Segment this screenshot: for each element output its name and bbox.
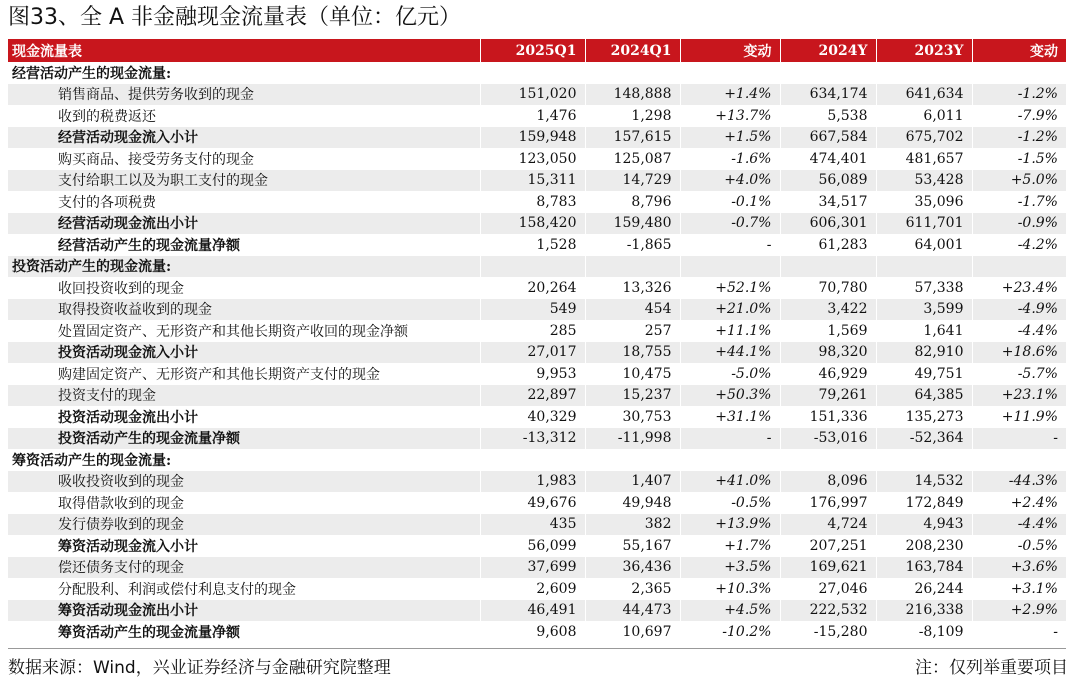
change-annual: +18.6% xyxy=(972,342,1066,364)
change-annual: -5.7% xyxy=(972,363,1066,385)
row-label: 发行债券收到的现金 xyxy=(8,514,480,536)
value-2023y: 135,273 xyxy=(876,406,972,428)
row-label: 经营活动现金流出小计 xyxy=(8,213,480,235)
value-2024q1 xyxy=(585,62,680,84)
value-2025q1: 22,897 xyxy=(480,385,585,407)
value-2024y: 5,538 xyxy=(780,105,876,127)
table-row xyxy=(8,471,1066,493)
source-note: 数据来源：Wind，兴业证券经济与金融研究院整理 xyxy=(8,658,391,678)
row-label: 处置固定资产、无形资产和其他长期资产收回的现金净额 xyxy=(8,320,480,342)
change-quarterly: +50.3% xyxy=(680,385,780,407)
value-2024y: 3,422 xyxy=(780,299,876,321)
value-2025q1: 1,528 xyxy=(480,234,585,256)
value-2025q1: 2,609 xyxy=(480,578,585,600)
change-quarterly: +1.4% xyxy=(680,84,780,106)
value-2024y: 1,569 xyxy=(780,320,876,342)
change-annual: -4.9% xyxy=(972,299,1066,321)
change-quarterly: +11.1% xyxy=(680,320,780,342)
change-annual: -4.4% xyxy=(972,320,1066,342)
value-2025q1: 37,699 xyxy=(480,557,585,579)
value-2023y: 64,385 xyxy=(876,385,972,407)
value-2023y: 641,634 xyxy=(876,84,972,106)
change-quarterly: +1.5% xyxy=(680,127,780,149)
change-quarterly: -0.7% xyxy=(680,213,780,235)
value-2023y: 611,701 xyxy=(876,213,972,235)
change-quarterly: +13.7% xyxy=(680,105,780,127)
value-2024q1: 18,755 xyxy=(585,342,680,364)
value-2024y: 61,283 xyxy=(780,234,876,256)
header-change-annual: 变动 xyxy=(1030,43,1058,60)
header-item: 现金流量表 xyxy=(8,39,480,62)
table-row xyxy=(8,191,1066,213)
value-2024q1: 257 xyxy=(585,320,680,342)
row-label: 吸收投资收到的现金 xyxy=(8,471,480,493)
change-annual: -1.2% xyxy=(972,127,1066,149)
value-2024y: 8,096 xyxy=(780,471,876,493)
change-annual: -4.2% xyxy=(972,234,1066,256)
table-row xyxy=(8,170,1066,192)
change-annual: +2.4% xyxy=(972,492,1066,514)
row-label: 筹资活动产生的现金流量净额 xyxy=(8,621,480,643)
change-annual: -1.2% xyxy=(972,84,1066,106)
subtotal-row xyxy=(8,213,1066,235)
value-2024q1 xyxy=(585,256,680,278)
value-2025q1: 9,608 xyxy=(480,621,585,643)
value-2023y: 216,338 xyxy=(876,600,972,622)
value-2023y xyxy=(876,449,972,471)
value-2025q1: 435 xyxy=(480,514,585,536)
header-change-quarterly: 变动 xyxy=(680,39,780,62)
table-row xyxy=(8,514,1066,536)
change-annual xyxy=(972,62,1066,84)
value-2023y: 172,849 xyxy=(876,492,972,514)
row-label: 偿还债务支付的现金 xyxy=(8,557,480,579)
change-annual: +11.9% xyxy=(972,406,1066,428)
value-2024q1: 2,365 xyxy=(585,578,680,600)
change-quarterly xyxy=(680,449,780,471)
value-2025q1: 151,020 xyxy=(480,84,585,106)
table-row xyxy=(8,363,1066,385)
value-2023y: 3,599 xyxy=(876,299,972,321)
table-row xyxy=(8,557,1066,579)
value-2023y xyxy=(876,256,972,278)
value-2024q1: 1,407 xyxy=(585,471,680,493)
value-2024y: -15,280 xyxy=(780,621,876,643)
row-label: 取得借款收到的现金 xyxy=(8,492,480,514)
value-2025q1: 20,264 xyxy=(480,277,585,299)
row-label: 筹资活动现金流入小计 xyxy=(8,535,480,557)
change-quarterly xyxy=(680,256,780,278)
value-2024q1: 44,473 xyxy=(585,600,680,622)
value-2025q1: 285 xyxy=(480,320,585,342)
value-2023y xyxy=(876,62,972,84)
change-annual: +3.1% xyxy=(972,578,1066,600)
value-2025q1 xyxy=(480,62,585,84)
change-annual: - xyxy=(972,428,1066,450)
change-annual: -1.7% xyxy=(972,191,1066,213)
value-2024y: 474,401 xyxy=(780,148,876,170)
value-2024y xyxy=(780,256,876,278)
table-row xyxy=(8,105,1066,127)
value-2023y: 82,910 xyxy=(876,342,972,364)
value-2024y: 606,301 xyxy=(780,213,876,235)
change-annual xyxy=(972,449,1066,471)
row-label: 购买商品、接受劳务支付的现金 xyxy=(8,148,480,170)
value-2023y: 675,702 xyxy=(876,127,972,149)
table-row xyxy=(8,299,1066,321)
section-header-row xyxy=(8,449,1066,471)
change-annual: - xyxy=(972,621,1066,643)
value-2024q1: 8,796 xyxy=(585,191,680,213)
row-label: 分配股利、利润或偿付利息支付的现金 xyxy=(8,578,480,600)
footnote: 注：仅列举重要项目 xyxy=(915,658,1068,678)
cash-flow-table xyxy=(8,39,1066,643)
row-label: 经营活动现金流入小计 xyxy=(8,127,480,149)
change-quarterly: +4.5% xyxy=(680,600,780,622)
change-annual: -7.9% xyxy=(972,105,1066,127)
value-2024y: 70,780 xyxy=(780,277,876,299)
value-2024q1: -1,865 xyxy=(585,234,680,256)
value-2025q1: 159,948 xyxy=(480,127,585,149)
change-annual: -44.3% xyxy=(972,471,1066,493)
change-quarterly: +10.3% xyxy=(680,578,780,600)
value-2024y: -53,016 xyxy=(780,428,876,450)
value-2023y: 53,428 xyxy=(876,170,972,192)
section-header-row xyxy=(8,256,1066,278)
value-2025q1: 1,476 xyxy=(480,105,585,127)
footer-divider xyxy=(8,648,1066,649)
change-quarterly: -5.0% xyxy=(680,363,780,385)
change-annual: +5.0% xyxy=(972,170,1066,192)
value-2024y: 207,251 xyxy=(780,535,876,557)
value-2023y: 57,338 xyxy=(876,277,972,299)
subtotal-row xyxy=(8,428,1066,450)
value-2023y: -8,109 xyxy=(876,621,972,643)
value-2024y: 667,584 xyxy=(780,127,876,149)
header-2025q1: 2025Q1 xyxy=(480,39,585,62)
header-2024y: 2024Y xyxy=(780,39,876,62)
change-quarterly: -10.2% xyxy=(680,621,780,643)
value-2024y: 151,336 xyxy=(780,406,876,428)
row-label: 经营活动产生的现金流量净额 xyxy=(8,234,480,256)
value-2025q1: 123,050 xyxy=(480,148,585,170)
row-label: 收到的税费返还 xyxy=(8,105,480,127)
value-2024q1: 13,326 xyxy=(585,277,680,299)
value-2024y: 34,517 xyxy=(780,191,876,213)
value-2024q1: 157,615 xyxy=(585,127,680,149)
value-2023y: 35,096 xyxy=(876,191,972,213)
change-quarterly: -1.6% xyxy=(680,148,780,170)
value-2024q1: 15,237 xyxy=(585,385,680,407)
value-2024q1: 49,948 xyxy=(585,492,680,514)
value-2024q1: 30,753 xyxy=(585,406,680,428)
value-2023y: -52,364 xyxy=(876,428,972,450)
change-quarterly: +13.9% xyxy=(680,514,780,536)
section-header-row xyxy=(8,62,1066,84)
change-quarterly: +4.0% xyxy=(680,170,780,192)
change-annual: +2.9% xyxy=(972,600,1066,622)
value-2023y: 14,532 xyxy=(876,471,972,493)
value-2023y: 64,001 xyxy=(876,234,972,256)
subtotal-row xyxy=(8,342,1066,364)
subtotal-row xyxy=(8,127,1066,149)
value-2024q1: 125,087 xyxy=(585,148,680,170)
change-quarterly: +3.5% xyxy=(680,557,780,579)
value-2025q1: 549 xyxy=(480,299,585,321)
table-body xyxy=(8,62,1066,643)
row-label: 筹资活动现金流出小计 xyxy=(8,600,480,622)
value-2024y: 169,621 xyxy=(780,557,876,579)
header-2023y: 2023Y xyxy=(876,39,972,62)
row-label: 投资活动产生的现金流量净额 xyxy=(8,428,480,450)
change-quarterly: +41.0% xyxy=(680,471,780,493)
change-annual: +23.1% xyxy=(972,385,1066,407)
header-2024q1: 2024Q1 xyxy=(585,39,680,62)
table-row xyxy=(8,492,1066,514)
value-2024y xyxy=(780,62,876,84)
subtotal-row xyxy=(8,535,1066,557)
value-2025q1: 1,983 xyxy=(480,471,585,493)
row-label: 投资活动产生的现金流量: xyxy=(8,256,480,278)
change-quarterly xyxy=(680,62,780,84)
row-label: 投资活动现金流出小计 xyxy=(8,406,480,428)
change-quarterly: -0.1% xyxy=(680,191,780,213)
change-quarterly: -0.5% xyxy=(680,492,780,514)
value-2025q1: 56,099 xyxy=(480,535,585,557)
change-annual: +23.4% xyxy=(972,277,1066,299)
value-2024q1: 36,436 xyxy=(585,557,680,579)
cash-flow-table-container xyxy=(8,39,1066,643)
value-2025q1: 40,329 xyxy=(480,406,585,428)
row-label: 取得投资收益收到的现金 xyxy=(8,299,480,321)
value-2023y: 163,784 xyxy=(876,557,972,579)
subtotal-row xyxy=(8,234,1066,256)
value-2025q1 xyxy=(480,256,585,278)
row-label: 经营活动产生的现金流量: xyxy=(8,62,480,84)
table-row xyxy=(8,84,1066,106)
value-2025q1: 27,017 xyxy=(480,342,585,364)
value-2025q1: 8,783 xyxy=(480,191,585,213)
value-2024q1: 1,298 xyxy=(585,105,680,127)
table-row xyxy=(8,385,1066,407)
value-2024y: 79,261 xyxy=(780,385,876,407)
value-2025q1: 9,953 xyxy=(480,363,585,385)
table-row xyxy=(8,320,1066,342)
value-2024y: 27,046 xyxy=(780,578,876,600)
row-label: 购建固定资产、无形资产和其他长期资产支付的现金 xyxy=(8,363,480,385)
value-2024q1: 382 xyxy=(585,514,680,536)
table-row xyxy=(8,578,1066,600)
row-label: 投资支付的现金 xyxy=(8,385,480,407)
change-annual xyxy=(972,256,1066,278)
value-2025q1: 49,676 xyxy=(480,492,585,514)
value-2025q1: 46,491 xyxy=(480,600,585,622)
row-label: 筹资活动产生的现金流量: xyxy=(8,449,480,471)
value-2024q1: 159,480 xyxy=(585,213,680,235)
change-annual: -1.5% xyxy=(972,148,1066,170)
change-quarterly: +52.1% xyxy=(680,277,780,299)
value-2024q1 xyxy=(585,449,680,471)
value-2023y: 481,657 xyxy=(876,148,972,170)
value-2024y: 176,997 xyxy=(780,492,876,514)
value-2025q1: 158,420 xyxy=(480,213,585,235)
value-2024q1: 454 xyxy=(585,299,680,321)
value-2023y: 208,230 xyxy=(876,535,972,557)
subtotal-row xyxy=(8,600,1066,622)
value-2024y: 56,089 xyxy=(780,170,876,192)
value-2023y: 49,751 xyxy=(876,363,972,385)
change-quarterly: +1.7% xyxy=(680,535,780,557)
change-annual: -4.4% xyxy=(972,514,1066,536)
value-2024y: 98,320 xyxy=(780,342,876,364)
change-annual: +3.6% xyxy=(972,557,1066,579)
value-2024y: 4,724 xyxy=(780,514,876,536)
value-2025q1: -13,312 xyxy=(480,428,585,450)
value-2023y: 26,244 xyxy=(876,578,972,600)
table-row xyxy=(8,277,1066,299)
value-2023y: 6,011 xyxy=(876,105,972,127)
figure-title: 图33、全 A 非金融现金流量表（单位：亿元） xyxy=(8,5,462,30)
value-2024y: 46,929 xyxy=(780,363,876,385)
subtotal-row xyxy=(8,406,1066,428)
change-quarterly: - xyxy=(680,234,780,256)
change-quarterly: +31.1% xyxy=(680,406,780,428)
row-label: 投资活动现金流入小计 xyxy=(8,342,480,364)
row-label: 支付的各项税费 xyxy=(8,191,480,213)
row-label: 销售商品、提供劳务收到的现金 xyxy=(8,84,480,106)
table-header-row xyxy=(8,39,1066,62)
change-quarterly: +44.1% xyxy=(680,342,780,364)
row-label: 收回投资收到的现金 xyxy=(8,277,480,299)
value-2023y: 4,943 xyxy=(876,514,972,536)
value-2024q1: 14,729 xyxy=(585,170,680,192)
change-quarterly: - xyxy=(680,428,780,450)
change-annual: -0.9% xyxy=(972,213,1066,235)
value-2025q1 xyxy=(480,449,585,471)
row-label: 支付给职工以及为职工支付的现金 xyxy=(8,170,480,192)
value-2024y: 634,174 xyxy=(780,84,876,106)
change-quarterly: +21.0% xyxy=(680,299,780,321)
value-2024y xyxy=(780,449,876,471)
value-2024q1: 10,475 xyxy=(585,363,680,385)
value-2024q1: 10,697 xyxy=(585,621,680,643)
value-2023y: 1,641 xyxy=(876,320,972,342)
subtotal-row xyxy=(8,621,1066,643)
value-2025q1: 15,311 xyxy=(480,170,585,192)
change-annual: -0.5% xyxy=(972,535,1066,557)
value-2024q1: -11,998 xyxy=(585,428,680,450)
value-2024y: 222,532 xyxy=(780,600,876,622)
value-2024q1: 148,888 xyxy=(585,84,680,106)
table-row xyxy=(8,148,1066,170)
value-2024q1: 55,167 xyxy=(585,535,680,557)
